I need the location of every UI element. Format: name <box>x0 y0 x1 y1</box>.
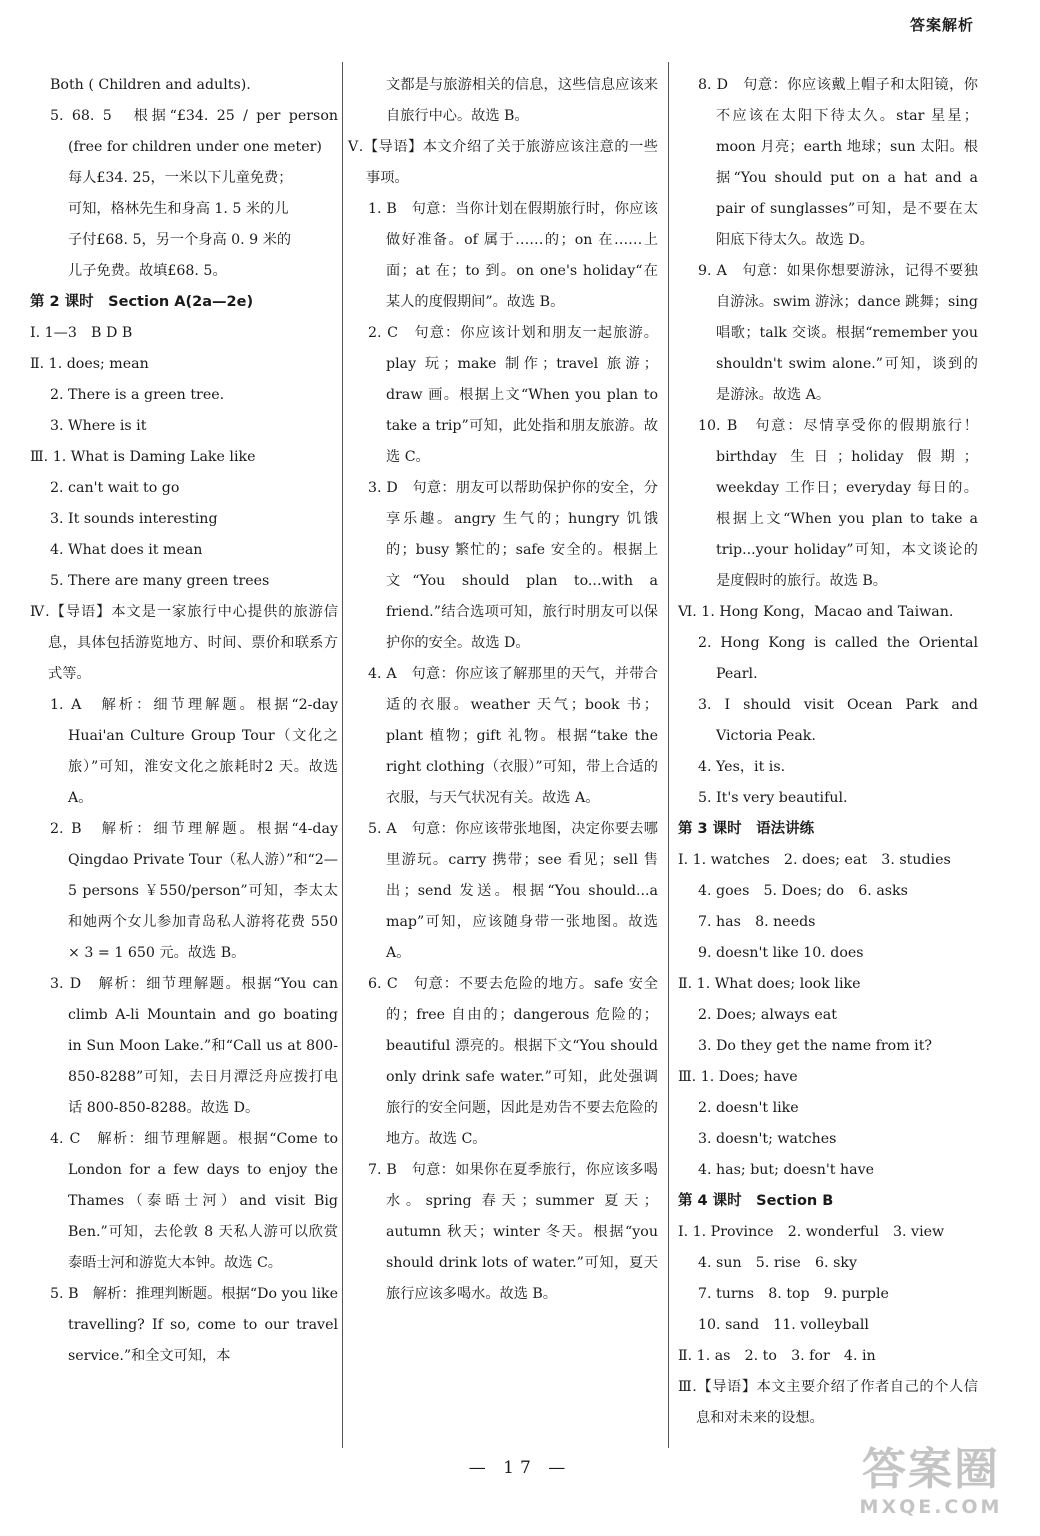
answer-line: 2. can't wait to go <box>50 480 180 496</box>
section-heading: 第 2 课时 Section A(2a—2e) <box>30 294 254 310</box>
answer-line: 儿子免费。故填£68. 5。 <box>68 263 227 279</box>
answer-line: 4. goes 5. Does; do 6. asks <box>698 883 908 899</box>
answer-line: Ⅲ. 1. Does; have <box>678 1069 798 1085</box>
header-title: 答案解析 <box>909 16 974 34</box>
watermark-logo <box>846 1444 1016 1524</box>
answer-item: 10. B 句意：尽情享受你的假期旅行！birthday 生日；holiday 假期；weekday 工作日；everyday 每日的。根据上文“When you plan to take a trip...your holiday”可知，本文谈论的是度假时的旅行。故选 B。 <box>698 418 978 589</box>
answer-item: 8. D 句意：你应该戴上帽子和太阳镜，你不应该在太阳下待太久。star 星星；moon 月亮；earth 地球；sun 太阳。根据“You should put on a hat and a pair of sunglasses”可知，是不要在太阳底下待太久。故选 D。 <box>698 77 978 248</box>
answer-line: 3. doesn't; watches <box>698 1131 837 1147</box>
passage-intro: Ⅳ.【导语】本文是一家旅行中心提供的旅游信息，具体包括游览地方、时间、票价和联系方式等。 <box>30 604 338 682</box>
answer-line: 7. turns 8. top 9. purple <box>698 1286 889 1302</box>
answer-item: 3. I should visit Ocean Park and Victoria Peak. <box>698 697 978 744</box>
answer-line: 每人£34. 25，一米以下儿童免费； <box>68 170 293 186</box>
answer-item: 1. A 解析：细节理解题。根据“2-day Huai'an Culture Group Tour（文化之旅）”可知，淮安文化之旅耗时2 天。故选 A。 <box>50 697 338 806</box>
answer-line: Both ( Children and adults). <box>50 77 251 93</box>
answer-item: 1. B 句意：当你计划在假期旅行时，你应该做好准备。of 属于……的；on 在……上面；at 在；to 到。on one's holiday“在某人的度假期间”。故选 B。 <box>368 201 658 310</box>
column-divider <box>668 62 669 1448</box>
answer-column-1 <box>30 70 338 1372</box>
answer-line: Ⅵ. 1. Hong Kong，Macao and Taiwan. <box>678 604 954 620</box>
answer-item: 3. D 解析：细节理解题。根据“You can climb A-li Mountain and go boating in Sun Moon Lake.”和“Call us at 800-850-8288”可知，去日月潭泛舟应拨打电话 800-850-8288。故选 D。 <box>50 976 338 1116</box>
answer-line: 9. doesn't like 10. does <box>698 945 864 961</box>
answer-line: Ⅰ. 1. watches 2. does; eat 3. studies <box>678 852 951 868</box>
answer-column-3 <box>678 70 978 1434</box>
answer-line: 2. doesn't like <box>698 1100 799 1116</box>
page-number: — 17 — <box>468 1458 572 1478</box>
answer-line: 文都是与旅游相关的信息，这些信息应该来自旅行中心。故选 B。 <box>386 77 658 124</box>
answer-line: 10. sand 11. volleyball <box>698 1317 869 1333</box>
section-heading: 第 4 课时 Section B <box>678 1193 834 1209</box>
answer-line: Ⅱ. 1. does; mean <box>30 356 149 372</box>
answer-item: 4. A 句意：你应该了解那里的天气，并带合适的衣服。weather 天气；book 书；plant 植物；gift 礼物。根据“take the right clothing（衣服）”可知，带上合适的衣服，与天气状况有关。故选 A。 <box>368 666 658 806</box>
answer-line: 3. Do they get the name from it? <box>698 1038 933 1054</box>
answer-line: Ⅱ. 1. What does; look like <box>678 976 861 992</box>
answer-item: 9. A 句意：如果你想要游泳，记得不要独自游泳。swim 游泳；dance 跳舞；sing 唱歌；talk 交谈。根据“remember you shouldn't swim alone.”可知，谈到的是游泳。故选 A。 <box>698 263 978 403</box>
column-divider <box>342 62 343 1448</box>
answer-item: 5. A 句意：你应该带张地图，决定你要去哪里游玩。carry 携带；see 看见；sell 售出；send 发送。根据“You should...a map”可知，应该随身带一张地图。故选 A。 <box>368 821 658 961</box>
answer-line: 子付£68. 5，另一个身高 0. 9 米的 <box>68 232 292 248</box>
passage-intro: Ⅲ.【导语】本文主要介绍了作者自己的个人信息和对未来的设想。 <box>678 1379 978 1426</box>
answer-line: Ⅱ. 1. as 2. to 3. for 4. in <box>678 1348 876 1364</box>
answer-line: 4. sun 5. rise 6. sky <box>698 1255 857 1271</box>
answer-item: 6. C 句意：不要去危险的地方。safe 安全的；free 自由的；dangerous 危险的；beautiful 漂亮的。根据下文“You should only drink safe water.”可知，此处强调旅行的安全问题，因此是劝告不要去危险的地方。故选 C。 <box>368 976 658 1147</box>
answer-line: 7. has 8. needs <box>698 914 816 930</box>
passage-intro: Ⅴ.【导语】本文介绍了关于旅游应该注意的一些事项。 <box>348 139 658 186</box>
answer-column-2 <box>348 70 658 1310</box>
watermark-main: 答案圈 <box>862 1444 1000 1495</box>
answer-item: 2. C 句意：你应该计划和朋友一起旅游。play 玩；make 制作；travel 旅游；draw 画。根据上文“When you plan to take a trip”可知，此处指和朋友旅游。故选 C。 <box>368 325 658 465</box>
answer-item: 2. Hong Kong is called the Oriental Pearl. <box>698 635 978 682</box>
answer-line: 可知，格林先生和身高 1. 5 米的儿 <box>68 201 289 217</box>
answer-line: Ⅲ. 1. What is Daming Lake like <box>30 449 256 465</box>
answer-line: 3. Where is it <box>50 418 147 434</box>
answer-line: 4. What does it mean <box>50 542 203 558</box>
answer-item: 5. 68. 5 根据“£34. 25 / per person (free for children under one meter) <box>50 108 338 155</box>
answer-line: 2. There is a green tree. <box>50 387 225 403</box>
watermark-url: MXQE.COM <box>859 1496 1003 1518</box>
answer-item: 5. B 解析：推理判断题。根据“Do you like travelling? If so, come to our travel service.”和全文可知，本 <box>50 1286 338 1364</box>
section-heading: 第 3 课时 语法讲练 <box>678 821 815 837</box>
answer-line: 5. It's very beautiful. <box>698 790 848 806</box>
answer-item: 3. D 句意：朋友可以帮助保护你的安全，分享乐趣。angry 生气的；hungry 饥饿的；busy 繁忙的；safe 安全的。根据上文“You should plan to...with a friend.”结合选项可知，旅行时朋友可以保护你的安全。故选 D。 <box>368 480 658 651</box>
answer-line: 5. There are many green trees <box>50 573 270 589</box>
answer-line: 2. Does; always eat <box>698 1007 837 1023</box>
answer-item: 7. B 句意：如果你在夏季旅行，你应该多喝水。spring 春天；summer 夏天；autumn 秋天；winter 冬天。根据“you should drink lots of water.”可知，夏天旅行应该多喝水。故选 B。 <box>368 1162 658 1302</box>
answer-item: 4. C 解析：细节理解题。根据“Come to London for a few days to enjoy the Thames（泰晤士河）and visit Big Ben.”可知，去伦敦 8 天私人游可以欣赏泰晤士河和游览大本钟。故选 C。 <box>50 1131 338 1271</box>
answer-line: 4. has; but; doesn't have <box>698 1162 874 1178</box>
answer-line: Ⅰ. 1. Province 2. wonderful 3. view <box>678 1224 945 1240</box>
answer-item: 2. B 解析：细节理解题。根据“4-day Qingdao Private Tour（私人游）”和“2—5 persons ￥550/person”可知，李太太和她两个女儿参加青岛私人游将花费 550 × 3 = 1 650 元。故选 B。 <box>50 821 338 961</box>
answer-line: 3. It sounds interesting <box>50 511 218 527</box>
answer-line: Ⅰ. 1—3 B D B <box>30 325 133 341</box>
answer-line: 4. Yes，it is. <box>698 759 786 775</box>
